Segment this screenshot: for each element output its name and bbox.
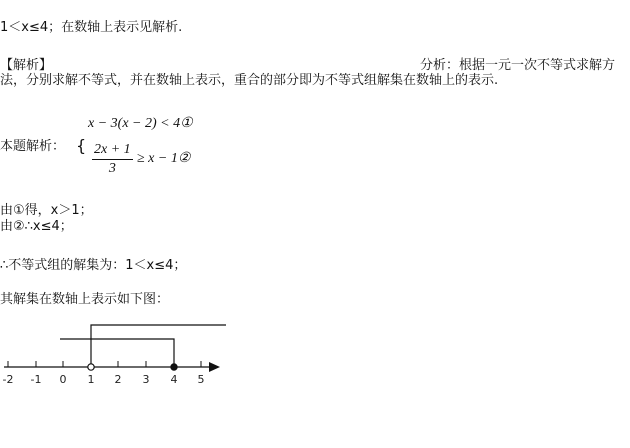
open-point-1 (88, 364, 94, 370)
closed-point-4 (171, 364, 177, 370)
answer-line: 1＜x≤4；在数轴上表示见解析. (0, 20, 183, 35)
region-x-at-most-4 (60, 339, 174, 367)
inequality-2-fraction (92, 142, 133, 177)
fraction-numerator: 2x + 1 (94, 142, 131, 157)
inequality-2-rest: ≥ x − 1② (137, 151, 191, 166)
tick-label-4: 4 (170, 373, 178, 386)
fraction-bar (92, 159, 133, 160)
tick-label-1: 1 (87, 373, 95, 386)
axis-arrow (209, 362, 220, 372)
analysis-text-1: 分析：根据一元一次不等式求解方 (420, 58, 616, 73)
tick-label-neg2: -2 (2, 373, 14, 386)
region-x-greater-than-1 (91, 325, 226, 367)
inequality-1: x − 3(x − 2) < 4① (88, 116, 193, 131)
solution-set: ∴不等式组的解集为：1＜x≤4； (0, 258, 187, 273)
analysis-tag: 【解析】 (0, 58, 53, 73)
number-line-caption: 其解集在数轴上表示如下图： (0, 292, 170, 307)
tick-label-0: 0 (59, 373, 67, 386)
solution-label: 本题解析： (0, 139, 66, 154)
fraction-denominator: 3 (108, 161, 116, 176)
system-brace: { (76, 136, 87, 155)
tick-label-2: 2 (114, 373, 122, 386)
tick-label-5: 5 (197, 373, 205, 386)
tick-label-neg1: -1 (30, 373, 42, 386)
step-1: 由①得，x＞1； (0, 203, 93, 218)
step-2: 由②∴x≤4； (0, 219, 73, 234)
tick-label-3: 3 (142, 373, 150, 386)
analysis-text-2: 法，分别求解不等式，并在数轴上表示，重合的部分即为不等式组解集在数轴上的表示. (0, 73, 499, 88)
